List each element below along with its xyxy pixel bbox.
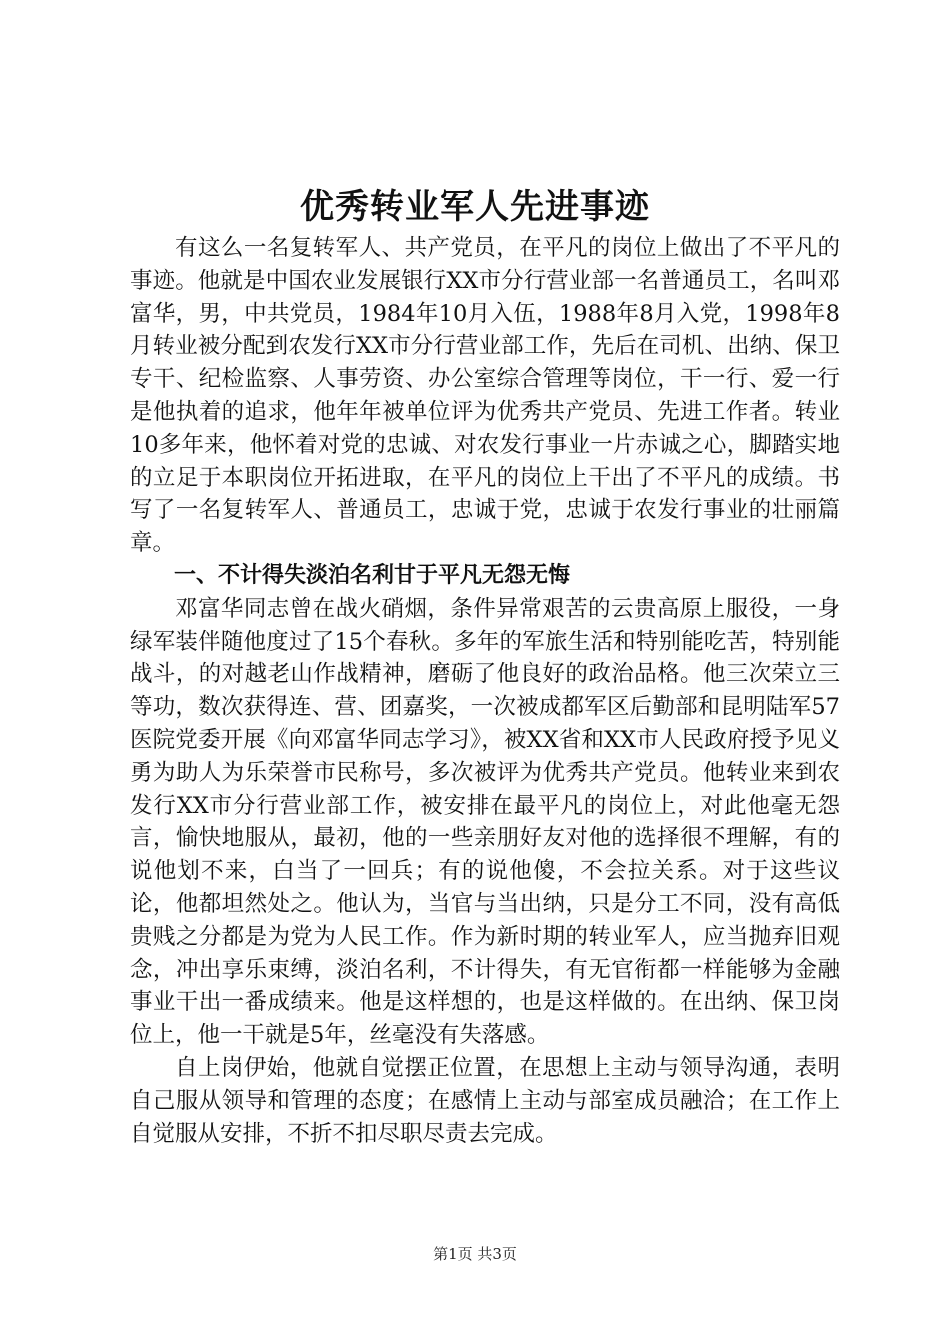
section-heading: 一、不计得失淡泊名利甘于平凡无怨无悔 [174,562,571,588]
document-title: 优秀转业军人先进事迹 [300,187,650,227]
document-body [130,232,840,1150]
page-number-footer: 第1页 共3页 [433,1245,517,1263]
section-paragraph: 邓富华同志曾在战火硝烟，条件异常艰苦的云贵高原上服役，一身绿军装伴随他度过了15个春秋。多年的军旅生活和特别能吃苦，特别能战斗，的对越老山作战精神，磨砺了他良好的政治品格。他三次荣立三等功，数次获得连、营、团嘉奖，一次被成都军区后勤部和昆明陆军57医院党委开展《向邓富华同志学习》，被XX省和XX市人民政府授予见义勇为助人为乐荣誉市民称号，多次被评为优秀共产党员。他转业来到农发行XX市分行营业部工作，被安排在最平凡的岗位上，对此他毫无怨言，愉快地服从，最初，他的一些亲朋好友对他的选择很不理解，有的说他划不来，白当了一回兵；有的说他傻，不会拉关系。对于这些议论，他都坦然处之。他认为，当官与当出纳，只是分工不同，没有高低贵贱之分都是为党为人民工作。作为新时期的转业军人，应当抛弃旧观念，冲出享乐束缚，淡泊名利，不计得失，有无官衔都一样能够为金融事业干出一番成绩来。他是这样想的，也是这样做的。在出纳、保卫岗位上，他一干就是5年，丝毫没有失落感。 [130,595,840,1049]
intro-paragraph: 有这么一名复转军人、共产党员，在平凡的岗位上做出了不平凡的事迹。他就是中国农业发展银行XX市分行营业部一名普通员工，名叫邓富华，男，中共党员，1984年10月入伍，1988年8月入党，1998年8月转业被分配到农发行XX市分行营业部工作，先后在司机、出纳、保卫专干、纪检监察、人事劳资、办公室综合管理等岗位，干一行、爱一行是他执着的追求，他年年被单位评为优秀共产党员、先进工作者。转业10多年来，他怀着对党的忠诚、对农发行事业一片赤诚之心，脚踏实地的立足于本职岗位开拓进取，在平凡的岗位上干出了不平凡的成绩。书写了一名复转军人、普通员工，忠诚于党，忠诚于农发行事业的壮丽篇章。 [130,235,840,557]
section-paragraph: 自上岗伊始，他就自觉摆正位置，在思想上主动与领导沟通，表明自己服从领导和管理的态度；在感情上主动与部室成员融洽；在工作上自觉服从安排，不折不扣尽职尽责去完成。 [130,1054,840,1147]
